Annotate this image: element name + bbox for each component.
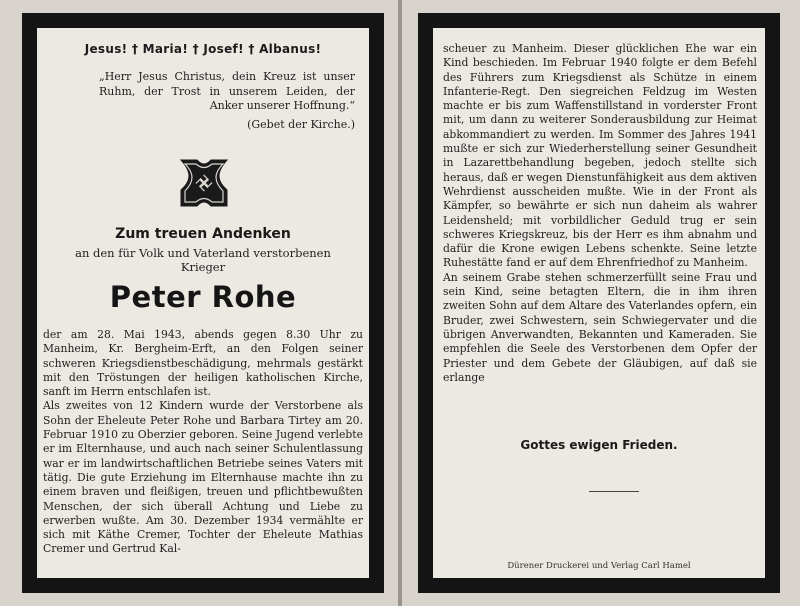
memorial-heading: Zum treuen Andenken (115, 226, 291, 242)
right-card-panel (433, 28, 765, 578)
left-biography (43, 328, 363, 557)
dedication-line-1: an den für Volk und Vaterland verstorbenen (75, 246, 331, 260)
divider-rule (589, 491, 639, 492)
invocation-line: Jesus! † Maria! † Josef! † Albanus! (84, 42, 322, 56)
right-biography (443, 42, 757, 385)
prayer-quote: „Herr Jesus Christus, dein Kreuz ist unser Ruhm, der Trost in unserem Leiden, der Anker unserer Hoffnung.“ (99, 70, 355, 112)
right-black-border (418, 13, 780, 593)
left-card-panel (37, 28, 369, 578)
left-paragraph-1: der am 28. Mai 1943, abends gegen 8.30 Uhr zu Manheim, Kr. Bergheim-Erft, an den Folgen seiner schweren Kriegsdienstbeschädigung, mehrmals gestärkt mit den Tröstungen der heiligen katholischen Kirche, sanft im Herrn entschlafen ist. (43, 328, 363, 399)
iron-cross-icon (177, 156, 231, 210)
left-paragraph-2: Als zweites von 12 Kindern wurde der Verstorbene als Sohn der Eheleute Peter Rohe und Barbara Tirtey am 20. Februar 1910 zu Oberzier geboren. Seine Jugend verlebte er im Elternhause, und auch nach seiner Schulentlassung war er im landwirtschaftlichen Betriebe seines Vaters mit tätig. Die gute Erziehung im Elternhause machte ihn zu einem braven und fleißigen, treuen und pflichtbewußten Menschen, der sich überall Achtung und Liebe zu erwerben wußte. Am 30. Dezember 1934 vermählte er sich mit Käthe Cremer, Tochter der Eheleute Mathias Cremer und Gertrud Kal- (43, 399, 363, 556)
closing-line: Gottes ewigen Frieden. (520, 438, 678, 452)
printer-credit: Dürener Druckerei und Verlag Carl Hamel (507, 561, 691, 571)
dedication-line-2: Krieger (180, 260, 226, 274)
right-paragraph-1: scheuer zu Manheim. Dieser glücklichen Ehe war ein Kind beschieden. Im Februar 1940 folgte er dem Befehl des Führers zum Kriegsdienst als Schütze in einem Infanterie-Regt. Den siegreichen Feldzug im Westen machte er bis zum Waffenstillstand in vorderster Front mit, um dann zu weiterer Sonderausbildung zur Heimat abkommandiert zu werden. Im Sommer des Jahres 1941 mußte er sich zur Wiederherstellung seiner Gesundheit in Lazarettbehandlung begeben, jedoch stellte sich heraus, daß er wegen Dienstunfähigkeit aus dem aktiven Wehrdienst ausscheiden mußte. Wie in der Front als Kämpfer, so bewährte er sich nun daheim als wahrer Leidensheld; mit vorbildlicher Geduld trug er sein schweres Kriegskreuz, bis der Herr es ihm abnahm und dafür die Krone ewigen Lebens schenkte. Seine letzte Ruhestätte fand er auf dem Ehrenfriedhof zu Manheim. (443, 42, 757, 270)
right-paragraph-2: An seinem Grabe stehen schmerzerfüllt seine Frau und sein Kind, seine betagten Eltern, die in ihm ihren zweiten Sohn auf dem Altare des Vaterlandes opfern, ein Bruder, zwei Schwestern, sein Schwiegervater und die übrigen Anverwandten, Bekannten und Kameraden. Sie empfehlen die Seele des Verstorbenen dem Opfer der Priester und dem Gebete der Gläubigen, auf daß sie erlange (443, 270, 757, 384)
deceased-name: Peter Rohe (109, 280, 297, 314)
dedication (37, 246, 369, 274)
left-black-border (22, 13, 384, 593)
prayer-source: (Gebet der Kirche.) (247, 118, 355, 131)
right-page (402, 0, 800, 606)
left-page (0, 0, 398, 606)
